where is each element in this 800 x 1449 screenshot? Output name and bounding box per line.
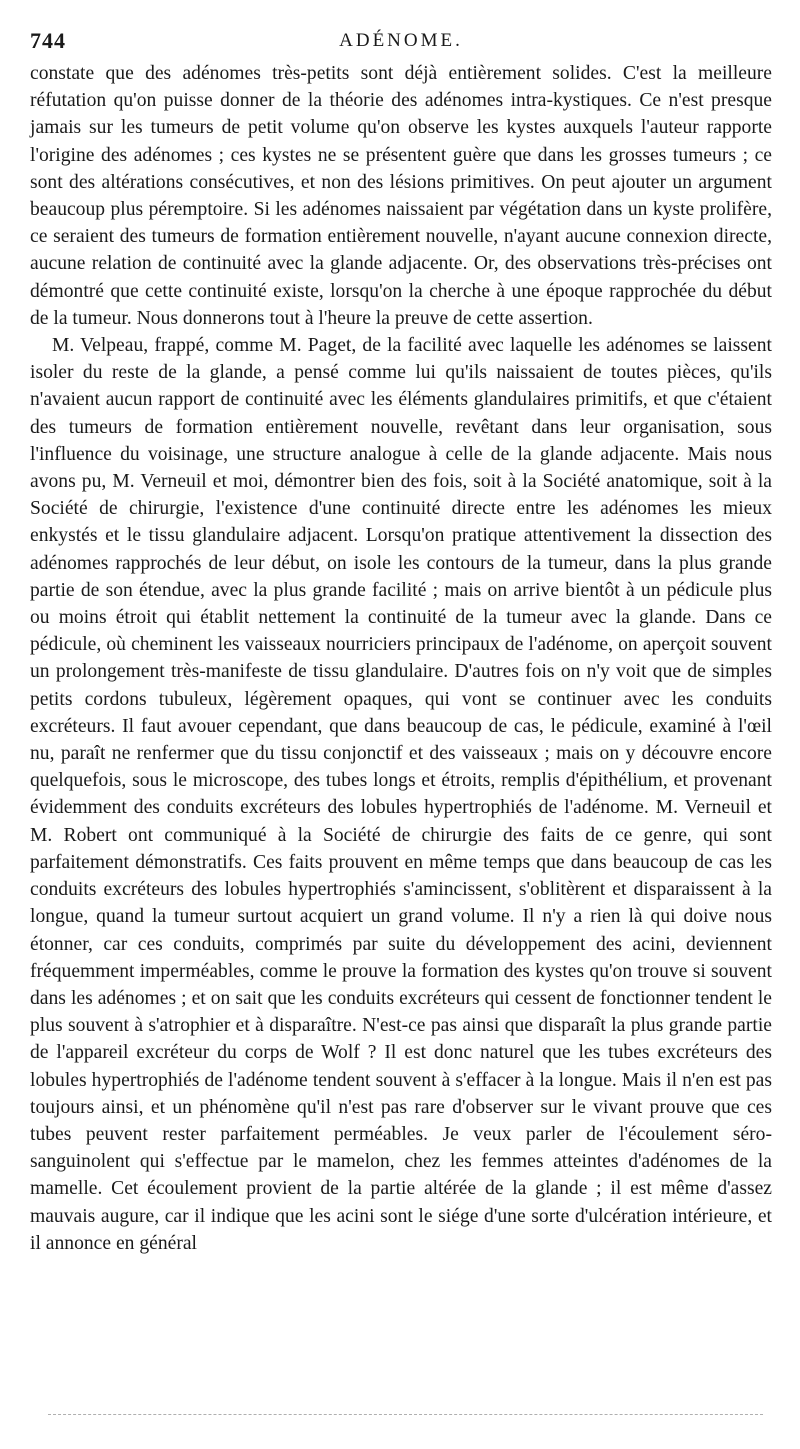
paragraph-continued: constate que des adénomes très-petits sont déjà entièrement solides. C'est la meilleure réfutation qu'on puisse donner de la théorie des adénomes intra-kystiques. Ce n'est presque jamais sur les tumeurs de petit volume qu'on observe les kystes auxquels l'auteur rapporte l'origine des adénomes ; ces kystes ne se présentent guère que dans les grosses tumeurs ; ce sont des altérations consécutives, et non des lésions primitives. On peut ajouter un argument beaucoup plus péremptoire. Si les adénomes naissaient par végétation dans un kyste prolifère, ce seraient des tumeurs de formation entièrement nouvelle, n'ayant aucune connexion directe, aucune relation de continuité avec la glande adjacente. Or, des observations très-précises ont démontré que cette continuité existe, lorsqu'on la cherche à une époque rapprochée du début de la tumeur. Nous donnerons tout à l'heure la preuve de cette assertion. xyxy=(30,63,772,329)
paragraph-velpeau: M. Velpeau, frappé, comme M. Paget, de la facilité avec laquelle les adénomes se laissent isoler du reste de la glande, a pensé comme lui qu'ils naissaient de toutes pièces, qu'ils n'avaient aucun rapport de continuité avec les éléments glandulaires primitifs, et que c'étaient des tumeurs de formation entièrement nouvelle, revêtant dans leur organisation, sous l'influence du voisinage, une structure analogue à celle de la glande adjacente. Mais nous avons pu, M. Verneuil et moi, démontrer bien des fois, soit à la Société anatomique, soit à la Société de chirurgie, l'existence d'une continuité directe entre les adénomes les mieux enkystés et le tissu glandulaire adjacent. Lorsqu'on pratique attentivement la dissection des adénomes rapprochés de leur début, on isole les contours de la tumeur, dans la plus grande partie de son étendue, avec la plus grande facilité ; mais on arrive bientôt à un pédicule plus ou moins étroit qui établit nettement la continuité de la tumeur avec la glande. Dans ce pédicule, où cheminent les vaisseaux nourriciers principaux de l'adénome, on aperçoit souvent un prolongement très-manifeste de tissu glandulaire. D'autres fois on n'y voit que de simples petits cordons tubuleux, légèrement opaques, qui vont se continuer avec les conduits excréteurs. Il faut avouer cependant, que dans beaucoup de cas, le pédicule, examiné à l'œil nu, paraît ne renfermer que du tissu conjonctif et des vaisseaux ; mais on y découvre encore quelquefois, sous le microscope, des tubes longs et étroits, remplis d'épithélium, et provenant évidemment des conduits excréteurs des lobules hypertrophiés de l'adénome. M. Verneuil et M. Robert ont communiqué à la Société de chirurgie des faits de ce genre, qui sont parfaitement démonstratifs. Ces faits prouvent en même temps que dans beaucoup de cas les conduits excréteurs des lobules hypertrophiés s'amincissent, s'oblitèrent et disparaissent à la longue, quand la tumeur surtout acquiert un grand volume. Il n'y a rien là qui doive nous étonner, car ces conduits, comprimés par suite du développement des acini, deviennent fréquemment imperméables, comme le prouve la formation des kystes qu'on trouve si souvent dans les adénomes ; et on sait que les conduits excréteurs qui cessent de fonctionner tendent le plus souvent à s'atrophier et à disparaître. N'est-ce pas ainsi que disparaît la plus grande partie de l'appareil excréteur du corps de Wolf ? Il est donc naturel que les tubes excréteurs des lobules hypertrophiés de l'adénome tendent souvent à s'effacer à la longue. Mais il n'en est pas toujours ainsi, et un phénomène qu'il n'est pas rare d'observer sur le vivant prouve que ces tubes peuvent rester parfaitement perméables. Je veux parler de l'écoulement séro-sanguinolent qui s'effectue par le mamelon, chez les femmes atteintes d'adénomes de la mamelle. Cet écoulement provient de la partie altérée de la glande ; il est même d'assez mauvais augure, car il indique que les acini sont le siége d'une sorte d'ulcération intérieure, et il annonce en général xyxy=(30,335,772,1254)
page-number: 744 xyxy=(30,28,66,53)
book-page xyxy=(30,28,772,1257)
page-header xyxy=(30,28,772,60)
running-title: ADÉNOME. xyxy=(339,30,463,51)
footer-rule xyxy=(48,1414,763,1415)
